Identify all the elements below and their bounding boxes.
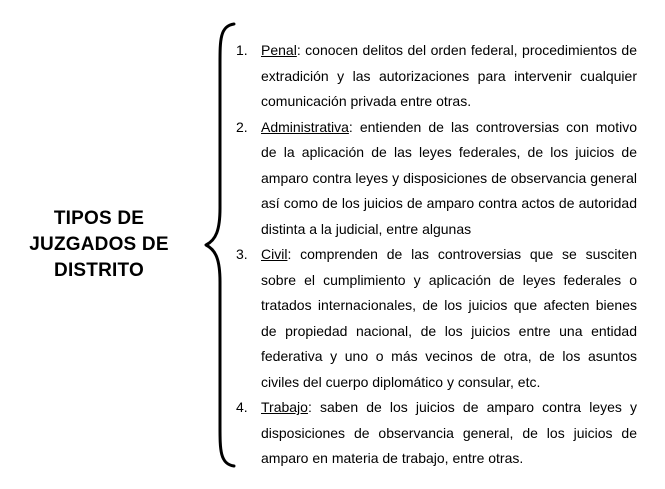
title-line-3: DISTRITO	[54, 260, 144, 281]
list-item-penal	[236, 38, 637, 115]
item-term: Administrativa	[261, 118, 349, 135]
court-types-list	[236, 38, 637, 472]
list-item-civil	[236, 242, 637, 395]
list-item-administrativa	[236, 115, 637, 243]
title-line-2: JUZGADOS DE	[29, 234, 169, 255]
item-description: : saben de los juicios de amparo contra leyes y disposiciones de observancia general, de los juicios de amparo en materia de trabajo, entre otras.	[261, 399, 637, 466]
item-description: : comprenden de las controversias que se susciten sobre el cumplimiento y aplicación de leyes federales o tratados internacionales, de los juicios que afecten bienes de propiedad nacional, de los juicios entre una entidad federativa y uno o más vecinos de otra, de los asuntos civiles del cuerpo diplomático y consular, etc.	[261, 246, 637, 390]
item-term: Penal	[261, 42, 297, 58]
item-description: : conocen delitos del orden federal, procedimientos de extradición y las autorizaciones para intervenir cualquier comunicación privada entre otras.	[261, 42, 637, 109]
item-number: 3.	[236, 246, 248, 262]
item-number: 2.	[236, 118, 248, 135]
list-item-trabajo	[236, 395, 637, 472]
item-number: 4.	[236, 399, 248, 415]
item-term: Trabajo	[261, 399, 308, 415]
diagram-title	[14, 206, 184, 284]
item-description: : entienden de las controversias con motivo de la aplicación de las leyes federales, de los juicios de amparo contra leyes y disposiciones de observancia general así como de los juicios de amparo contra actos de autoridad distinta a la judicial, entre algunas	[261, 118, 637, 237]
curly-brace-icon	[200, 20, 240, 470]
title-line-1: TIPOS DE	[53, 208, 145, 229]
item-number: 1.	[236, 42, 248, 58]
item-term: Civil	[261, 246, 288, 262]
